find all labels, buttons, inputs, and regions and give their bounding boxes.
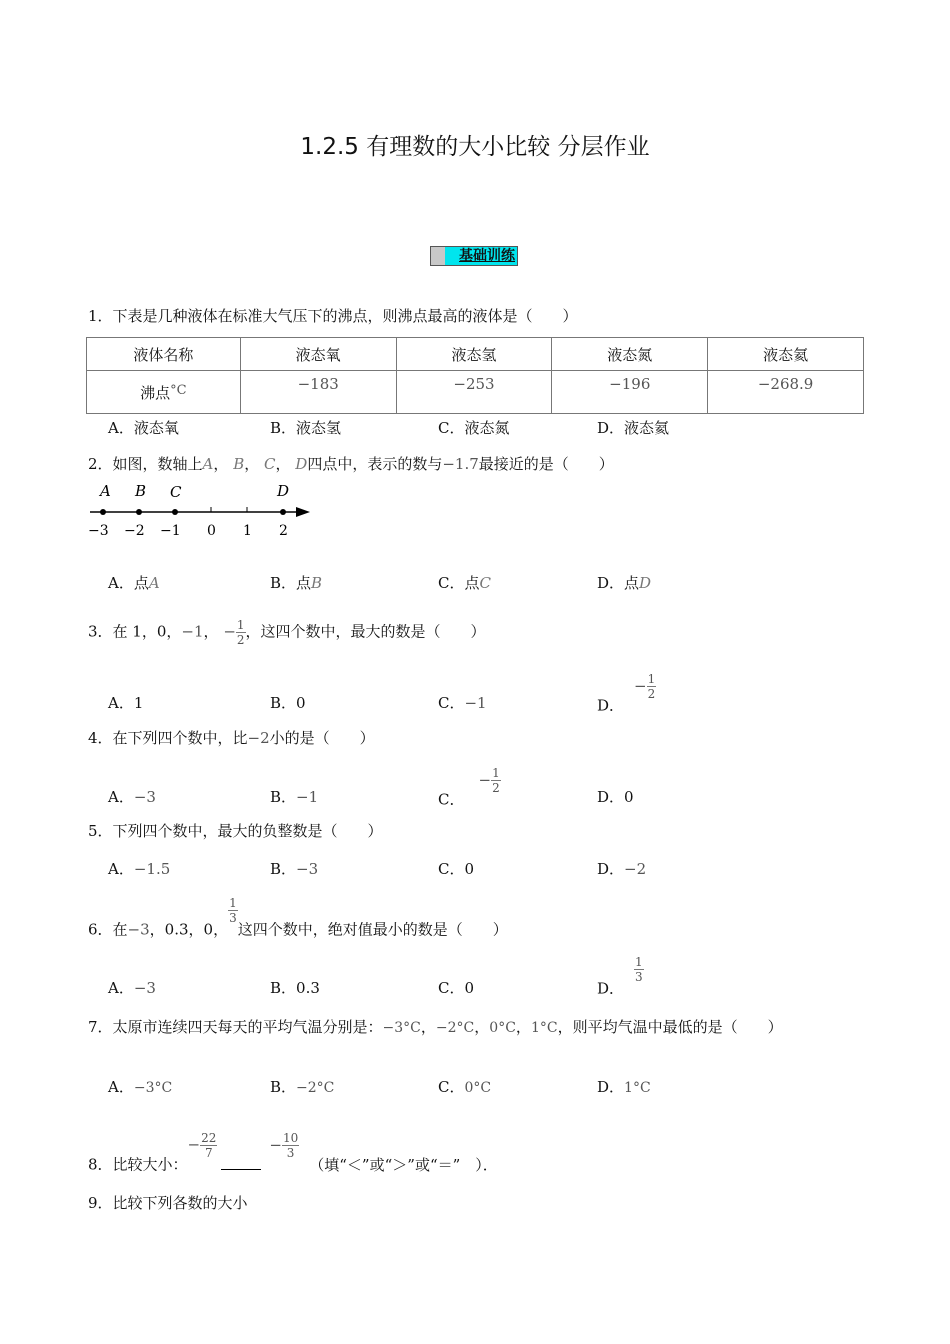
q2-point-a: A [202, 455, 214, 473]
arrow-icon [296, 507, 310, 517]
section-header [430, 246, 518, 266]
tick-label: 1 [243, 523, 252, 539]
opt-prefix: A． [108, 788, 134, 806]
opt-prefix: D．点 [597, 574, 640, 592]
q5-option-d [597, 858, 646, 879]
opt-prefix: B． [270, 788, 297, 806]
q6-option-b: B．0.3 [270, 979, 320, 997]
table-cell: −183 [240, 371, 396, 414]
section-label: 基础训练 [459, 248, 515, 264]
q4-num: −2 [247, 729, 270, 747]
point-d-dot [280, 509, 286, 515]
frac-num: 1 [647, 672, 656, 686]
question-2-stem [88, 453, 614, 474]
frac-num: 1 [229, 896, 237, 910]
frac-num: 1 [635, 955, 643, 969]
frac-num: 1 [236, 618, 245, 632]
q3-option-b: B．0 [270, 694, 306, 712]
q5-option-c: C．0 [438, 860, 475, 878]
opt-value: −3 [296, 860, 319, 878]
q4-option-c [438, 766, 501, 810]
frac-den: 2 [492, 781, 500, 795]
table-cell: −196 [552, 371, 708, 414]
page-title: 1.2.5 有理数的大小比较 分层作业 [300, 134, 650, 160]
frac-den: 7 [204, 1146, 213, 1160]
q7-sep: ， [515, 1018, 531, 1036]
q6-post: 这四个数中，绝对值最小的数是（ ） [237, 920, 508, 939]
question-1-stem: 1．下表是几种液体在标准大气压下的沸点，则沸点最高的液体是（ ） [88, 307, 578, 325]
q7-temp: −3°C [382, 1020, 421, 1036]
opt-value: −3 [133, 788, 156, 806]
q3-pre: 3．在 1，0， [88, 622, 182, 641]
frac-den: 2 [647, 687, 656, 701]
q3-option-c [438, 692, 487, 713]
table-header: 液体名称 [87, 338, 241, 371]
opt-prefix: D． [597, 696, 625, 715]
point-c-dot [172, 509, 178, 515]
question-5-stem: 5．下列四个数中，最大的负整数是（ ） [88, 822, 383, 840]
q8-pre: 8．比较大小： [88, 1155, 188, 1174]
question-8-stem [88, 1131, 498, 1175]
opt-value: −3 [133, 979, 156, 997]
q2-sep: ， [213, 455, 229, 473]
q7-pre: 7．太原市连续四天每天的平均气温分别是： [88, 1018, 383, 1036]
q2-number: −1.7 [442, 455, 479, 473]
q8-neg: − [187, 1135, 201, 1154]
q3-option-a: A．1 [108, 694, 144, 712]
q6-option-c: C．0 [438, 979, 475, 997]
q2-point-c: C [264, 455, 276, 473]
q4-post: 小的是（ ） [269, 729, 375, 747]
opt-prefix: C． [438, 694, 465, 712]
opt-prefix: A． [108, 979, 134, 997]
q4-fraction [491, 766, 501, 795]
table-header: 液态氢 [396, 338, 552, 371]
q6-option-d [597, 955, 644, 999]
question-3-stem [88, 618, 486, 647]
table-cell: −253 [396, 371, 552, 414]
frac-num: 22 [201, 1131, 217, 1145]
q7-option-d [597, 1076, 651, 1097]
opt-prefix: C．点 [438, 574, 480, 592]
tick-label: 2 [279, 523, 288, 539]
q7-sep: ， [474, 1018, 490, 1036]
frac-den: 3 [635, 970, 643, 984]
q2-option-c [438, 572, 491, 593]
q2-option-a [108, 572, 160, 593]
q4-option-b [270, 786, 318, 807]
q8-neg: − [269, 1135, 282, 1154]
q7-option-b [270, 1076, 334, 1097]
opt-prefix: B．点 [270, 574, 312, 592]
opt-value: −2 [624, 860, 647, 878]
q4-neg: − [478, 770, 492, 789]
opt-value: −2°C [296, 1080, 335, 1096]
opt-value: −1 [464, 694, 487, 712]
q1-option-a: A．液态氧 [108, 419, 179, 437]
opt-prefix: A． [108, 860, 134, 878]
tick-label: −3 [88, 523, 109, 539]
q8-post: （填“＜”或“＞”或“＝” ）． [309, 1155, 498, 1174]
q2-point-d: D [295, 455, 308, 473]
table-row-label [87, 371, 241, 414]
table-cell: −268.9 [708, 371, 864, 414]
opt-prefix: C． [438, 1078, 465, 1096]
q3-num: −1 [181, 622, 204, 641]
frac-num: 10 [282, 1131, 299, 1145]
q2-mid: 四点中，表示的数与 [307, 455, 443, 473]
point-b-dot [136, 509, 142, 515]
q7-post: ，则平均气温中最低的是（ ） [557, 1018, 783, 1036]
q1-option-b: B．液态氢 [270, 419, 342, 437]
question-6-stem [88, 896, 508, 940]
q2-pre: 2．如图，数轴上 [88, 455, 203, 473]
q1-option-c: C．液态氮 [438, 419, 510, 437]
tick-label: 0 [207, 523, 216, 539]
q7-temp: −2°C [435, 1020, 475, 1036]
frac-den: 2 [236, 633, 245, 647]
opt-prefix: A．点 [108, 574, 149, 592]
q8-fraction-1 [200, 1131, 217, 1160]
q3-post: ，这四个数中，最大的数是（ ） [245, 622, 486, 641]
q2-option-d [597, 572, 651, 593]
q6-option-a [108, 977, 156, 998]
q2-point-b: B [233, 455, 245, 473]
frac-den: 3 [286, 1146, 295, 1160]
axis-label-a: A [100, 482, 111, 500]
q3-neg: − [634, 676, 647, 695]
q3-neg: − [223, 622, 236, 641]
opt-value: C [479, 574, 491, 592]
q7-temp: 1°C [530, 1020, 558, 1036]
opt-prefix: D． [597, 979, 625, 998]
q3-sep: ， [203, 622, 219, 641]
frac-num: 1 [492, 766, 500, 780]
row-label-text: 沸点 [140, 383, 171, 402]
question-7-stem [88, 1016, 783, 1037]
q6-num: −3 [127, 920, 150, 939]
q7-option-c [438, 1076, 491, 1097]
q3-fraction [236, 618, 246, 647]
frac-den: 3 [229, 911, 237, 925]
answer-blank[interactable] [221, 1169, 261, 1170]
opt-value: −3°C [133, 1080, 173, 1096]
q6-pre: 6．在 [88, 920, 128, 939]
q2-option-b [270, 572, 322, 593]
q4-option-a [108, 786, 156, 807]
boiling-point-table [86, 337, 864, 414]
q2-sep: ， [275, 455, 291, 473]
opt-value: −1 [296, 788, 319, 806]
opt-prefix: D． [597, 1078, 625, 1096]
q3-option-d [597, 672, 656, 716]
opt-prefix: D． [597, 860, 625, 878]
axis-label-b: B [135, 482, 147, 500]
opt-prefix: B． [270, 1078, 297, 1096]
axis-label-c: C [170, 483, 182, 501]
q3-fraction [647, 672, 657, 701]
opt-value: 1°C [624, 1080, 651, 1096]
opt-prefix: C． [438, 790, 465, 809]
q7-option-a [108, 1076, 172, 1097]
q5-option-b [270, 858, 318, 879]
q4-option-d: D．0 [597, 788, 634, 806]
opt-value: D [639, 574, 652, 592]
table-header: 液态氧 [240, 338, 396, 371]
unit-celsius: °C [170, 382, 187, 398]
q7-sep: ， [420, 1018, 436, 1036]
opt-prefix: B． [270, 860, 297, 878]
q5-option-a [108, 858, 170, 879]
axis-label-d: D [277, 482, 290, 500]
q2-post: 最接近的是（ ） [478, 455, 614, 473]
q7-temp: 0°C [489, 1020, 516, 1036]
table-header: 液态氮 [552, 338, 708, 371]
q8-fraction-2 [282, 1131, 299, 1160]
opt-value: −1.5 [133, 860, 171, 878]
number-line-figure [84, 478, 324, 542]
tick-label: −1 [160, 523, 181, 539]
opt-prefix: A． [108, 1078, 134, 1096]
opt-value: 0°C [464, 1080, 492, 1096]
q6-fraction [634, 955, 644, 984]
q6-mid: ，0.3，0， [149, 920, 229, 939]
opt-value: A [148, 574, 160, 592]
opt-value: B [311, 574, 323, 592]
tick-label: −2 [124, 523, 145, 539]
q6-fraction [228, 896, 238, 925]
question-9-stem: 9．比较下列各数的大小 [88, 1194, 248, 1212]
q4-pre: 4．在下列四个数中，比 [88, 729, 248, 747]
q1-option-d: D．液态氦 [597, 419, 670, 437]
q2-sep: ， [244, 455, 260, 473]
point-a-dot [100, 509, 106, 515]
question-4-stem [88, 727, 375, 748]
table-header: 液态氦 [708, 338, 864, 371]
